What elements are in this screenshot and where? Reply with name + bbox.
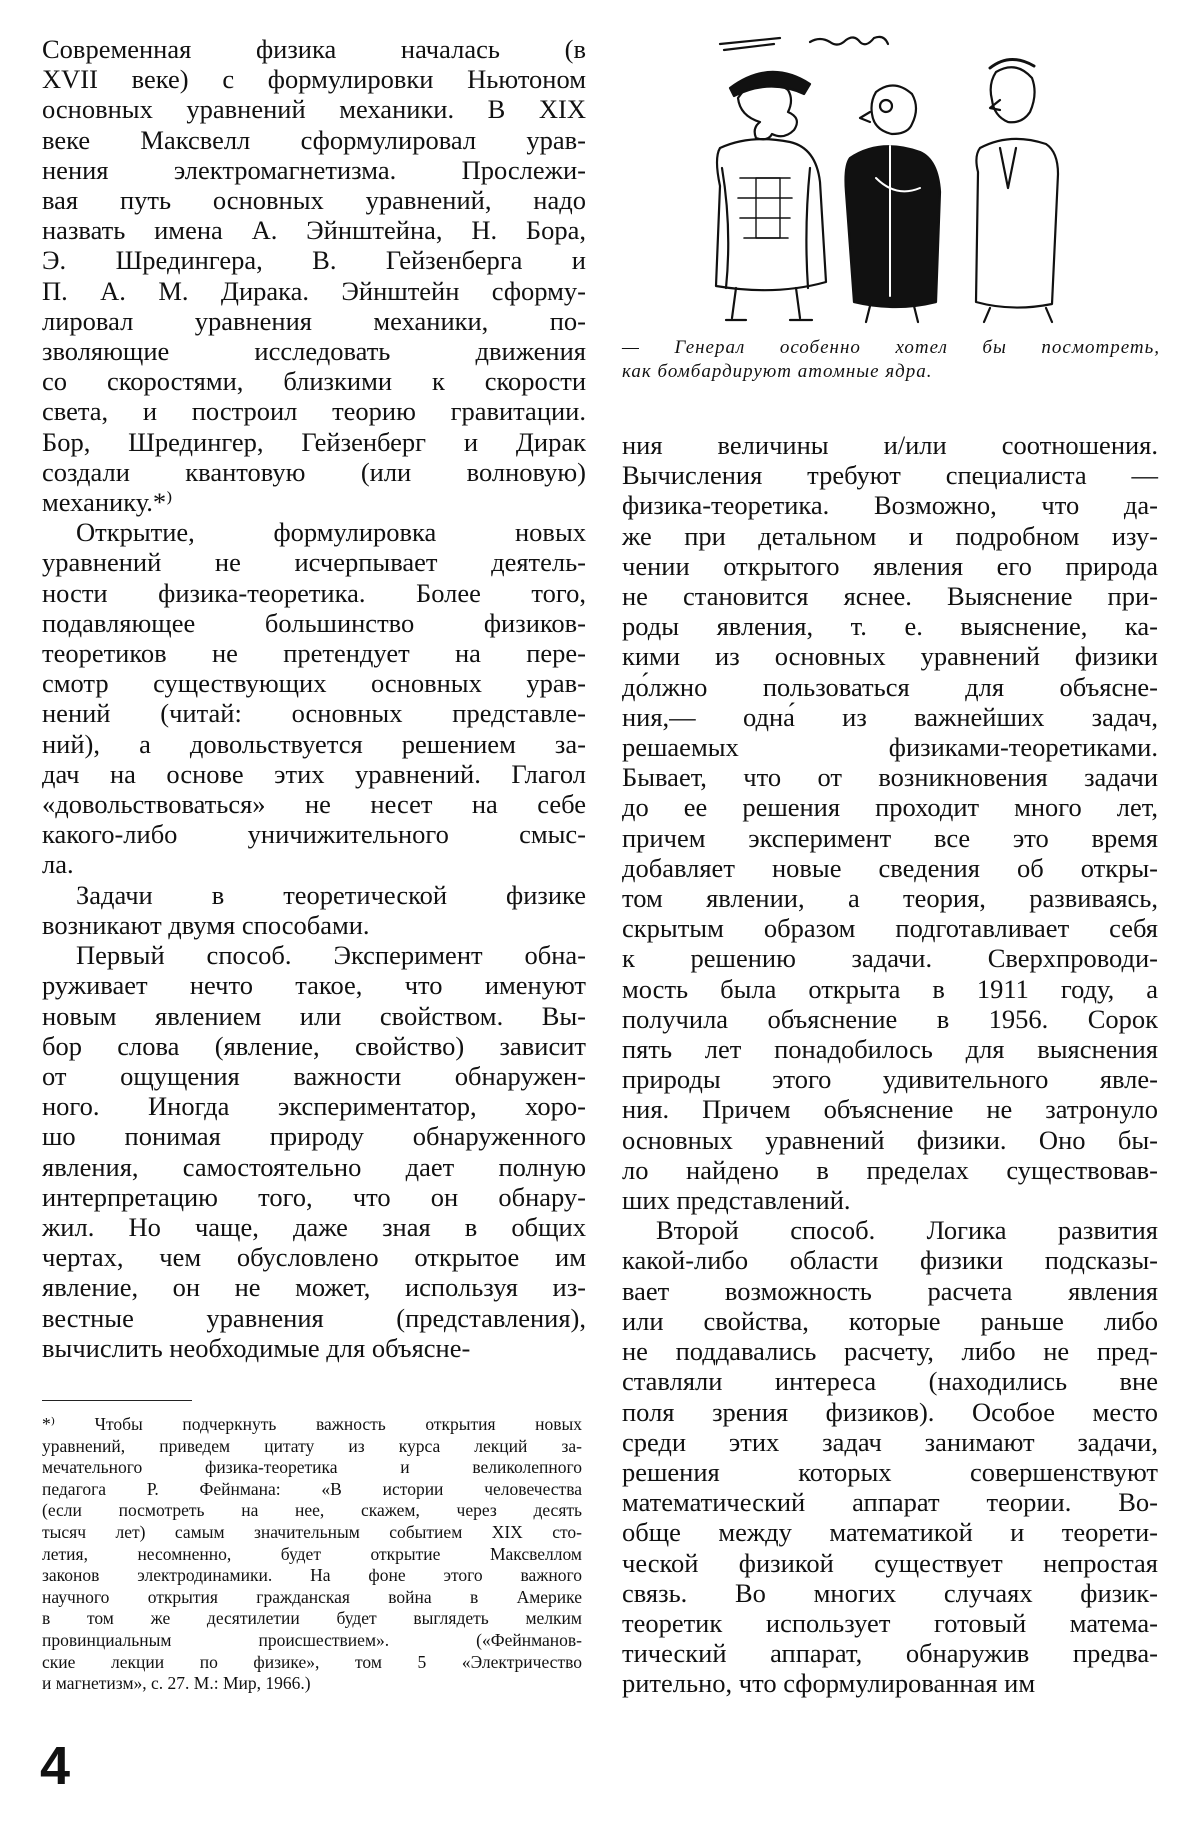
text-line: скрытым образом подготавливает себя xyxy=(622,913,1158,944)
text-line: новым явлением или свойством. Вы- xyxy=(42,1000,586,1031)
footnote-line: уравнений, приведем цитату из курса лекций за- xyxy=(42,1435,582,1456)
text-line: ставляли интереса (находились вне xyxy=(622,1366,1158,1397)
text-line: физика-теоретика. Возможно, что да- xyxy=(622,490,1158,521)
text-line: ний), а довольствуется решением за- xyxy=(42,728,586,759)
footnote-line: мечательного физика-теоретика и великолепного xyxy=(42,1457,582,1478)
text-line: обще между математикой и теорети- xyxy=(622,1517,1158,1548)
text-line: со скоростями, близкими к скорости xyxy=(42,366,586,397)
text-line: вестные уравнения (представления), xyxy=(42,1302,586,1333)
text-line: какой-либо области физики подсказы- xyxy=(622,1245,1158,1276)
young-man-figure xyxy=(991,67,1035,122)
text-line: ния,— одна́ из важнейших задач, xyxy=(622,701,1158,732)
text-line: вая путь основных уравнений, надо xyxy=(42,185,586,216)
text-line: жил. Но чаще, даже зная в общих xyxy=(42,1211,586,1242)
footnote-line: (если посмотреть на нее, скажем, через десять xyxy=(42,1500,582,1521)
footnote-line: провинциальным происшествием». («Фейнманов- xyxy=(42,1629,582,1650)
text-line: получила объяснение в 1956. Сорок xyxy=(622,1003,1158,1034)
text-line: причем эксперимент все это время xyxy=(622,822,1158,853)
footnote-line: и магнетизм», с. 27. М.: Мир, 1966.) xyxy=(42,1673,311,1694)
text-line: Открытие, формулировка новых xyxy=(76,517,586,548)
paragraph xyxy=(42,880,586,940)
text-line: XVII веке) с формулировки Ньютоном xyxy=(42,64,586,95)
left-column xyxy=(42,34,586,1363)
page-number: 4 xyxy=(40,1736,71,1796)
text-line: вычислить необходимые для объясне- xyxy=(42,1332,471,1363)
text-line: нения электромагнетизма. Прослежи- xyxy=(42,154,586,185)
text-line: бор слова (явление, свойство) зависит xyxy=(42,1030,586,1061)
text-line: рительно, что сформулированная им xyxy=(622,1668,1036,1699)
caption-line: как бомбардируют атомные ядра. xyxy=(622,361,933,382)
paragraph xyxy=(622,430,1158,1215)
cartoon-caption xyxy=(622,336,1160,384)
text-line: решаемых физиками-теоретиками. xyxy=(622,732,1158,763)
text-line: веке Максвелл сформулировал урав- xyxy=(42,124,586,155)
text-line: ла. xyxy=(42,849,74,880)
footnote xyxy=(42,1414,582,1695)
text-line: Современная физика началась (в xyxy=(42,34,586,64)
artist-signature xyxy=(810,37,888,45)
text-line: чении открытого явления его природа xyxy=(622,550,1158,581)
text-line: нений (читай: основных представле- xyxy=(42,698,586,729)
text-line: подавляющее большинство физиков- xyxy=(42,607,586,638)
text-line: создали квантовую (или волновую) xyxy=(42,456,586,487)
text-line: Первый способ. Эксперимент обна- xyxy=(76,940,586,971)
footnote-line: тысяч лет) самым значительным событием XIX сто- xyxy=(42,1521,582,1542)
caption-line: — Генерал особенно хотел бы посмотреть, xyxy=(622,337,1160,358)
text-line: ния. Причем объяснение не затронуло xyxy=(622,1094,1158,1125)
text-line: теоретик использует готовый матема- xyxy=(622,1607,1158,1638)
text-line: света, и построил теорию гравитации. xyxy=(42,396,586,427)
text-line: связь. Во многих случаях физик- xyxy=(622,1577,1158,1608)
text-line: не становится яснее. Выяснение при- xyxy=(622,581,1158,612)
footnote-line: законов электродинамики. На фоне этого важного xyxy=(42,1565,582,1586)
cartoon-illustration xyxy=(700,28,1130,328)
text-line: зволяющие исследовать движения xyxy=(42,336,586,367)
footnote-line: *⁾ Чтобы подчеркнуть важность открытия новых xyxy=(42,1414,582,1434)
text-line: же при детальном и подробном изу- xyxy=(622,520,1158,551)
right-column xyxy=(622,430,1158,1699)
text-line: Бывает, что от возникновения задачи xyxy=(622,762,1158,793)
text-line: том явлении, а теория, развиваясь, xyxy=(622,883,1158,914)
text-line: дач на основе этих уравнений. Глагол xyxy=(42,758,586,789)
text-line: среди этих задач занимают задачи, xyxy=(622,1426,1158,1457)
artist-signature-dash xyxy=(720,38,780,50)
text-line: ло найдено в пределах существовав- xyxy=(622,1154,1158,1185)
text-line: добавляет новые сведения об откры- xyxy=(622,852,1158,883)
text-line: ших представлений. xyxy=(622,1185,851,1216)
text-line: вает возможность расчета явления xyxy=(622,1275,1158,1306)
text-line: ного. Иногда экспериментатор, хоро- xyxy=(42,1091,586,1122)
text-line: лировал уравнения механики, по- xyxy=(42,305,586,336)
text-line: до́лжно пользоваться для объясне- xyxy=(622,671,1158,702)
text-line: назвать имена А. Эйнштейна, Н. Бора, xyxy=(42,215,586,246)
text-line: мость была открыта в 1911 году, а xyxy=(622,973,1158,1004)
text-line: или свойства, которые раньше либо xyxy=(622,1305,1158,1336)
text-line: пять лет понадобилось для выяснения xyxy=(622,1034,1158,1065)
text-line: кими из основных уравнений физики xyxy=(622,641,1158,672)
cartoon-signature-text: -Hand xyxy=(818,48,821,49)
footnote-line: ские лекции по физике», том 5 «Электричество xyxy=(42,1651,582,1672)
text-line: Второй способ. Логика развития xyxy=(656,1215,1158,1246)
text-line: явления, самостоятельно дает полную xyxy=(42,1151,586,1182)
text-line: механику.*⁾ xyxy=(42,487,173,518)
text-line: чертах, чем обусловлено открытое им xyxy=(42,1242,586,1273)
text-line: роды явления, т. е. выяснение, ка- xyxy=(622,611,1158,642)
text-line: шо понимая природу обнаруженного xyxy=(42,1121,586,1152)
text-line: теоретиков не претендует на пере- xyxy=(42,638,586,669)
text-line: смотр существующих основных урав- xyxy=(42,668,586,699)
footnote-line: научного открытия гражданская война в Америке xyxy=(42,1586,582,1607)
text-line: П. А. М. Дирака. Эйнштейн сформу- xyxy=(42,275,586,306)
paragraph xyxy=(622,1215,1158,1698)
text-line: математический аппарат теории. Во- xyxy=(622,1487,1158,1518)
footnote-line: в том же десятилетии будет выглядеть мелким xyxy=(42,1608,582,1629)
text-line: основных уравнений физики. Оно бы- xyxy=(622,1124,1158,1155)
text-line: ности физика-теоретика. Более того, xyxy=(42,577,586,608)
paragraph xyxy=(42,517,586,879)
text-line: решения которых совершенствуют xyxy=(622,1456,1158,1487)
text-line: уравнений не исчерпывает деятель- xyxy=(42,547,586,578)
text-line: Задачи в теоретической физике xyxy=(76,879,586,910)
text-line: «довольствоваться» не несет на себе xyxy=(42,789,586,820)
footnote-line: педагога Р. Фейнмана: «В истории человечества xyxy=(42,1478,582,1499)
text-line: какого-либо уничижительного смыс- xyxy=(42,819,586,850)
text-line: возникают двумя способами. xyxy=(42,909,370,940)
text-line: ческой физикой существует непростая xyxy=(622,1547,1158,1578)
text-line: природы этого удивительного явле- xyxy=(622,1064,1158,1095)
text-line: не поддавались расчету, либо не пред- xyxy=(622,1336,1158,1367)
text-line: поля зрения физиков). Особое место xyxy=(622,1396,1158,1427)
bald-man-figure xyxy=(872,85,917,134)
text-line: тический аппарат, обнаружив предва- xyxy=(622,1638,1158,1669)
text-line: от ощущения важности обнаружен- xyxy=(42,1060,586,1091)
text-line: Бор, Шредингер, Гейзенберг и Дирак xyxy=(42,426,586,457)
text-line: до ее решения проходит много лет, xyxy=(622,792,1158,823)
text-line: явление, он не может, используя из- xyxy=(42,1272,586,1303)
text-line: ния величины и/или соотношения. xyxy=(622,430,1158,460)
text-line: Вычисления требуют специалиста — xyxy=(622,460,1158,491)
footnote-divider xyxy=(42,1400,192,1401)
text-line: Э. Шредингера, В. Гейзенберга и xyxy=(42,245,586,276)
text-line: руживает нечто такое, что именуют xyxy=(42,970,586,1001)
paragraph xyxy=(42,940,586,1363)
text-line: основных уравнений механики. В XIX xyxy=(42,94,586,125)
footnote-line: летия, несомненно, будет открытие Максвеллом xyxy=(42,1543,582,1564)
paragraph xyxy=(42,34,586,517)
text-line: интерпретацию того, что он обнару- xyxy=(42,1181,586,1212)
text-line: к решению задачи. Сверхпроводи- xyxy=(622,943,1158,974)
